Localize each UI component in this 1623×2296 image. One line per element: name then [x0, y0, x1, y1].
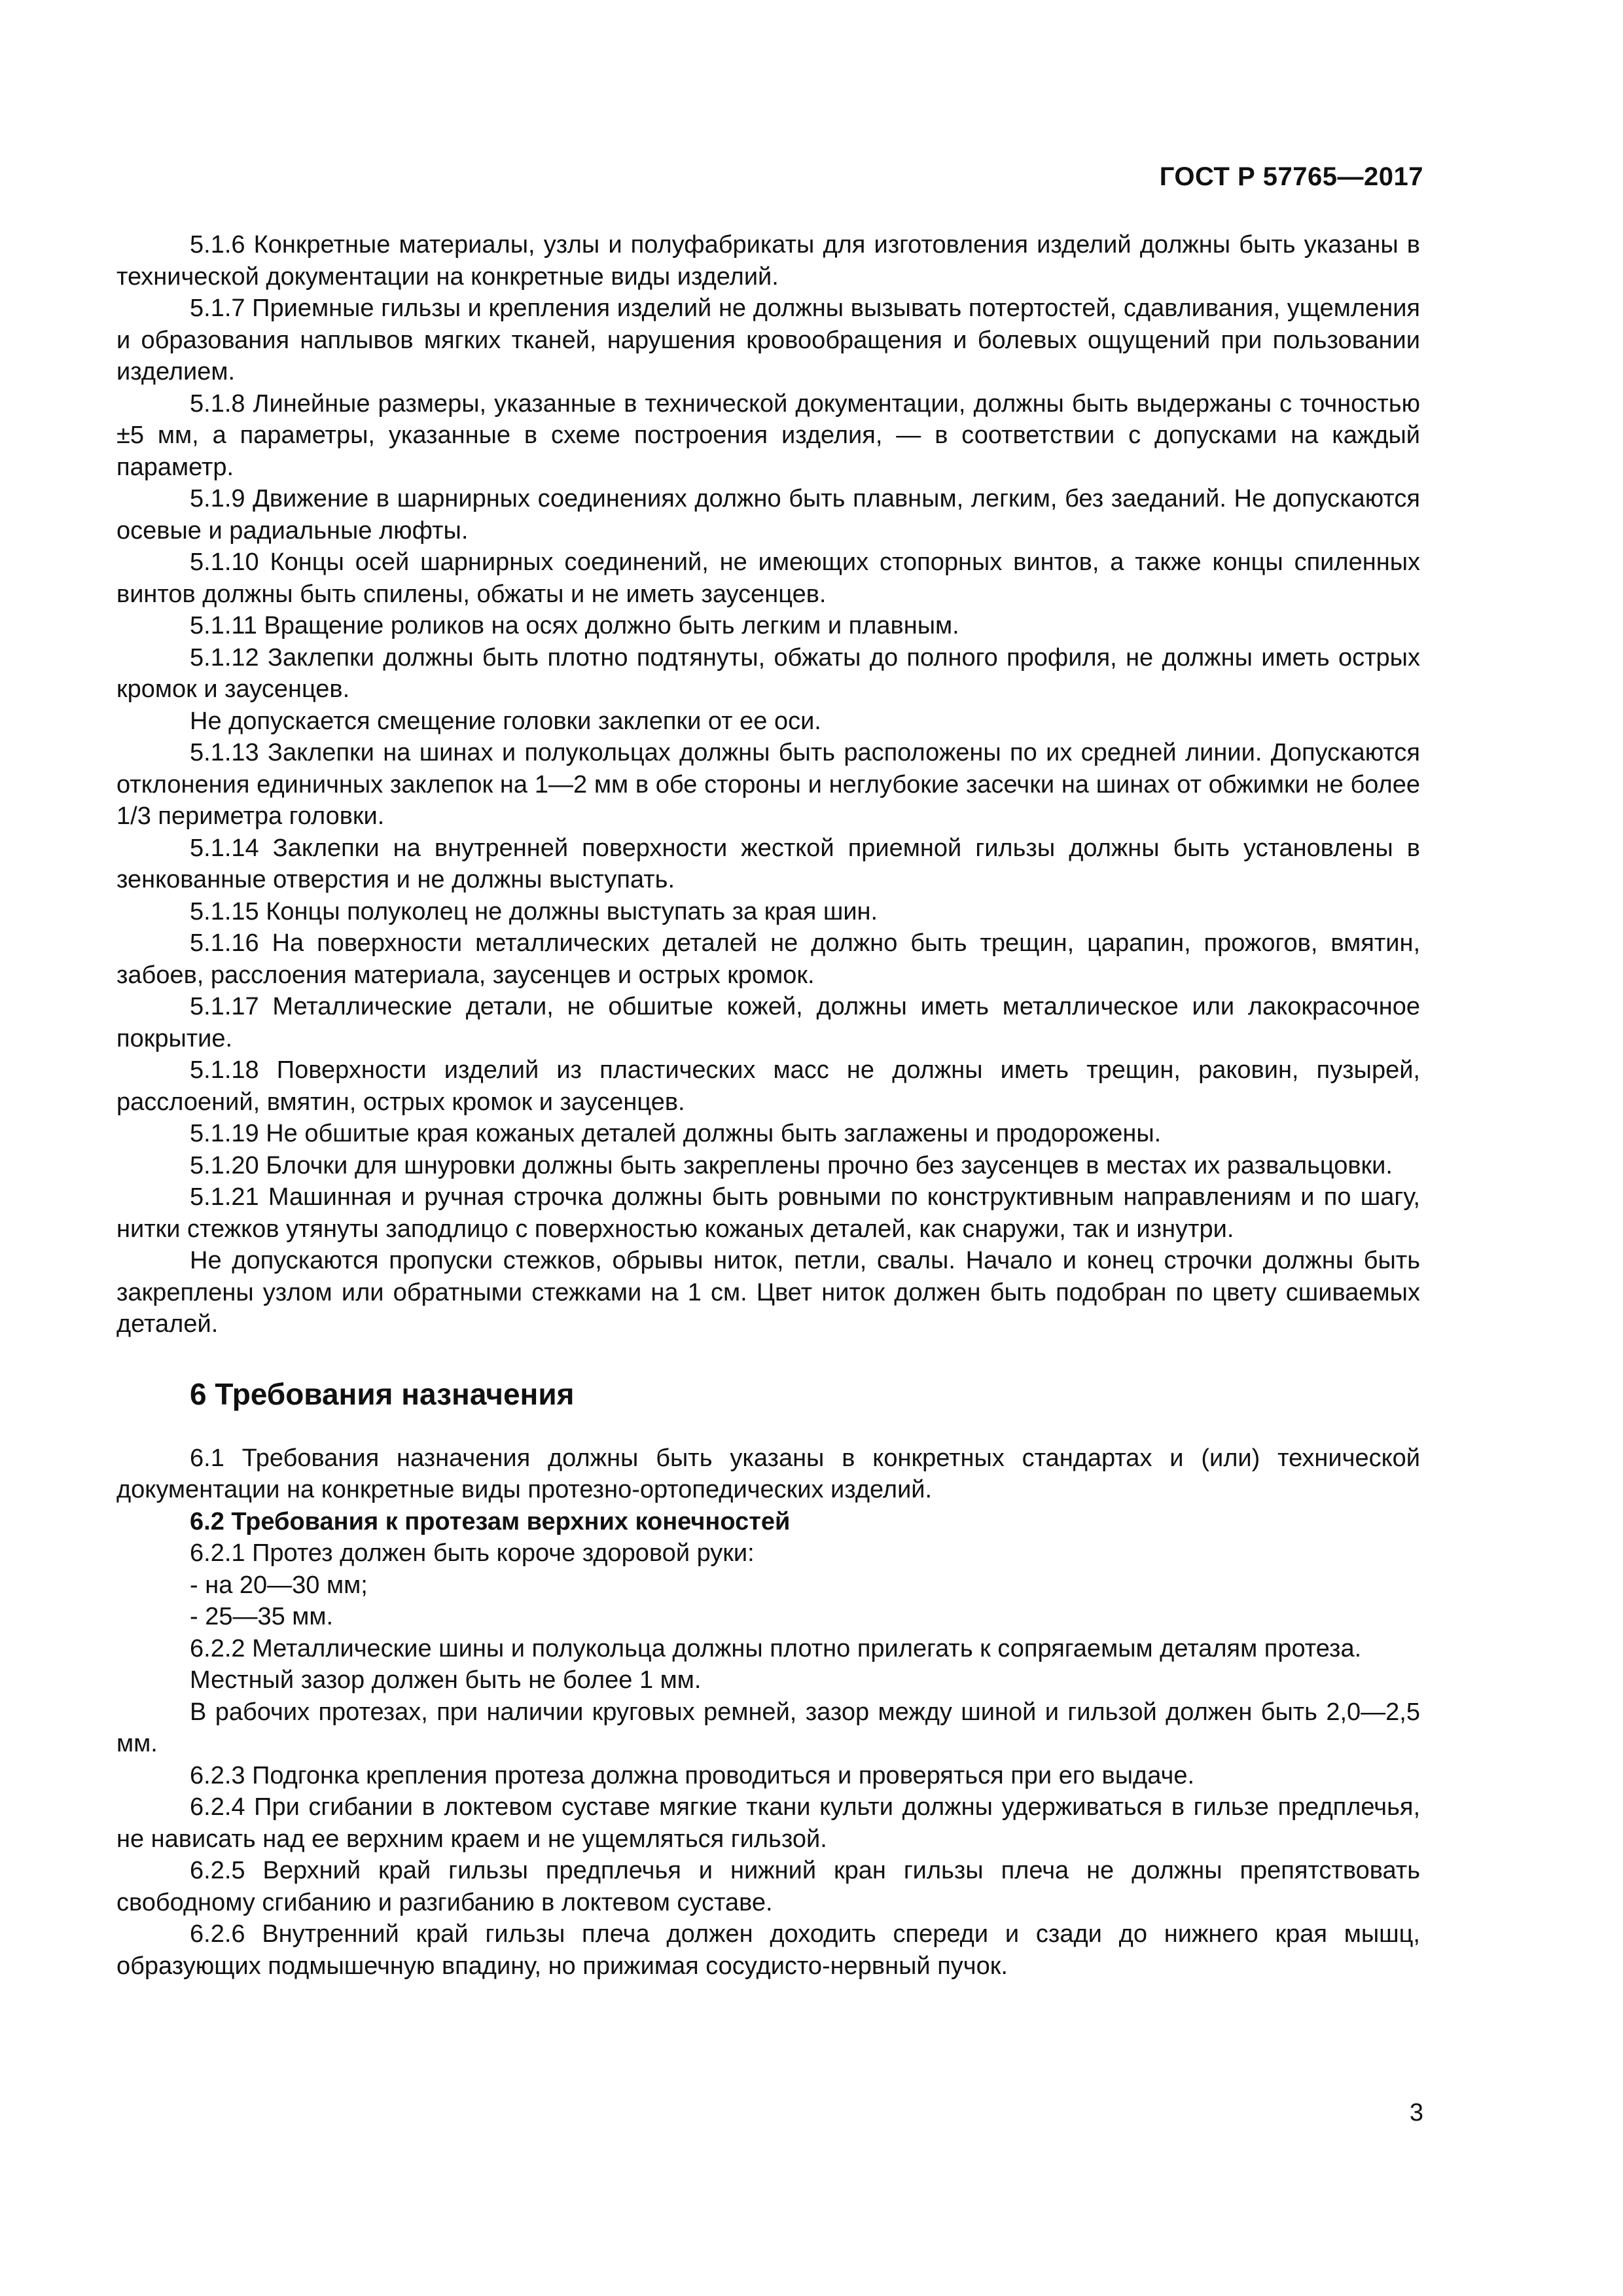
paragraph-5-1-12-note: Не допускается смещение головки заклепки от ее оси. — [190, 707, 821, 735]
paragraph-6-2-2-work: В рабочих протезах, при наличии круговых ремней, зазор между шиной и гильзой должен быть 2,0—2,5 мм. — [116, 1698, 1420, 1757]
paragraph-5-1-13: 5.1.13 Заклепки на шинах и полукольцах должны быть расположены по их средней линии. Допускаются отклонения единичных заклепок на 1—2 мм в обе стороны и неглубокие засечки на шинах от обжимки не более 1/3 периметра головки. — [116, 739, 1420, 830]
section-6-title: 6 Требования назначения — [190, 1376, 575, 1411]
list-item-6-2-1-b: - 25—35 мм. — [190, 1603, 334, 1630]
paragraph-6-2-2-gap: Местный зазор должен быть не более 1 мм. — [190, 1666, 702, 1694]
paragraph-6-2-5: 6.2.5 Верхний край гильзы предплечья и нижний кран гильзы плеча не должны препятствовать свободному сгибанию и разгибанию в локтевом суставе. — [116, 1857, 1420, 1916]
paragraph-5-1-21-note: Не допускаются пропуски стежков, обрывы ниток, петли, свалы. Начало и конец строчки должны быть закреплены узлом или обратными стежками на 1 см. Цвет ниток должен быть подобран по цвету сшиваемых деталей. — [116, 1247, 1420, 1338]
paragraph-5-1-9: 5.1.9 Движение в шарнирных соединениях должно быть плавным, легким, без заеданий. Не допускаются осевые и радиальные люфты. — [116, 485, 1420, 545]
paragraph-6-2-2: 6.2.2 Металлические шины и полукольца должны плотно прилегать к сопрягаемым деталям протеза. — [190, 1634, 1362, 1662]
paragraph-5-1-12: 5.1.12 Заклепки должны быть плотно подтянуты, обжаты до полного профиля, не должны иметь острых кромок и заусенцев. — [116, 643, 1420, 703]
paragraph-5-1-15: 5.1.15 Концы полуколец не должны выступать за края шин. — [190, 897, 878, 925]
subsection-6-2-title: 6.2 Требования к протезам верхних конечностей — [190, 1507, 791, 1535]
paragraph-6-2-4: 6.2.4 При сгибании в локтевом суставе мягкие ткани культи должны удерживаться в гильзе предплечья, не нависать над ее верхним краем и не ущемляться гильзой. — [116, 1793, 1420, 1853]
paragraph-6-2-3: 6.2.3 Подгонка крепления протеза должна проводиться и проверяться при его выдаче. — [190, 1761, 1195, 1789]
list-item-6-2-1-a: - на 20—30 мм; — [190, 1571, 368, 1599]
document-number-header: ГОСТ Р 57765—2017 — [1159, 162, 1423, 191]
paragraph-5-1-10: 5.1.10 Концы осей шарнирных соединений, не имеющих стопорных винтов, а также концы спиленных винтов должны быть спилены, обжаты и не иметь заусенцев. — [116, 548, 1420, 608]
paragraph-5-1-11: 5.1.11 Вращение роликов на осях должно быть легким и плавным. — [190, 612, 959, 639]
page-number: 3 — [1409, 2099, 1423, 2126]
paragraph-5-1-14: 5.1.14 Заклепки на внутренней поверхности жесткой приемной гильзы должны быть установлены в зенкованные отверстия и не должны выступать. — [116, 834, 1420, 893]
paragraph-5-1-19: 5.1.19 Не обшитые края кожаных деталей должны быть заглажены и продорожены. — [190, 1120, 1162, 1147]
paragraph-5-1-6: 5.1.6 Конкретные материалы, узлы и полуфабрикаты для изготовления изделий должны быть указаны в технической документации на конкретные виды изделий. — [116, 231, 1420, 291]
paragraph-6-2-6: 6.2.6 Внутренний край гильзы плеча должен доходить спереди и сзади до нижнего края мышц, образующих подмышечную впадину, но прижимая сосудисто-нервный пучок. — [116, 1920, 1420, 1980]
paragraph-6-2-1: 6.2.1 Протез должен быть короче здоровой руки: — [190, 1539, 755, 1567]
paragraph-6-1: 6.1 Требования назначения должны быть указаны в конкретных стандартах и (или) технической документации на конкретные виды протезно-ортопедических изделий. — [116, 1444, 1420, 1503]
paragraph-5-1-7: 5.1.7 Приемные гильзы и крепления изделий не должны вызывать потертостей, сдавливания, ущемления и образования наплывов мягких тканей, нарушения кровообращения и болевых ощущений при пользовании изделием. — [116, 295, 1420, 386]
paragraph-5-1-18: 5.1.18 Поверхности изделий из пластических масс не должны иметь трещин, раковин, пузырей, расслоений, вмятин, острых кромок и заусенцев. — [116, 1056, 1420, 1116]
paragraph-5-1-8: 5.1.8 Линейные размеры, указанные в технической документации, должны быть выдержаны с точностью ±5 мм, а параметры, указанные в схеме построения изделия, — в соответствии с допусками на каждый параметр. — [116, 389, 1420, 481]
paragraph-5-1-17: 5.1.17 Металлические детали, не обшитые кожей, должны иметь металлическое или лакокрасочное покрытие. — [116, 993, 1420, 1052]
paragraph-5-1-20: 5.1.20 Блочки для шнуровки должны быть закреплены прочно без заусенцев в местах их развальцовки. — [190, 1151, 1393, 1179]
paragraph-5-1-21: 5.1.21 Машинная и ручная строчка должны быть ровными по конструктивным направлениям и по шагу, нитки стежков утянуты заподлицо с поверхностью кожаных деталей, как снаружи, так и изнутри. — [116, 1183, 1420, 1243]
document-body — [116, 229, 1420, 1982]
paragraph-5-1-16: 5.1.16 На поверхности металлических деталей не должно быть трещин, царапин, прожогов, вмятин, забоев, расслоения материала, заусенцев и острых кромок. — [116, 929, 1420, 989]
